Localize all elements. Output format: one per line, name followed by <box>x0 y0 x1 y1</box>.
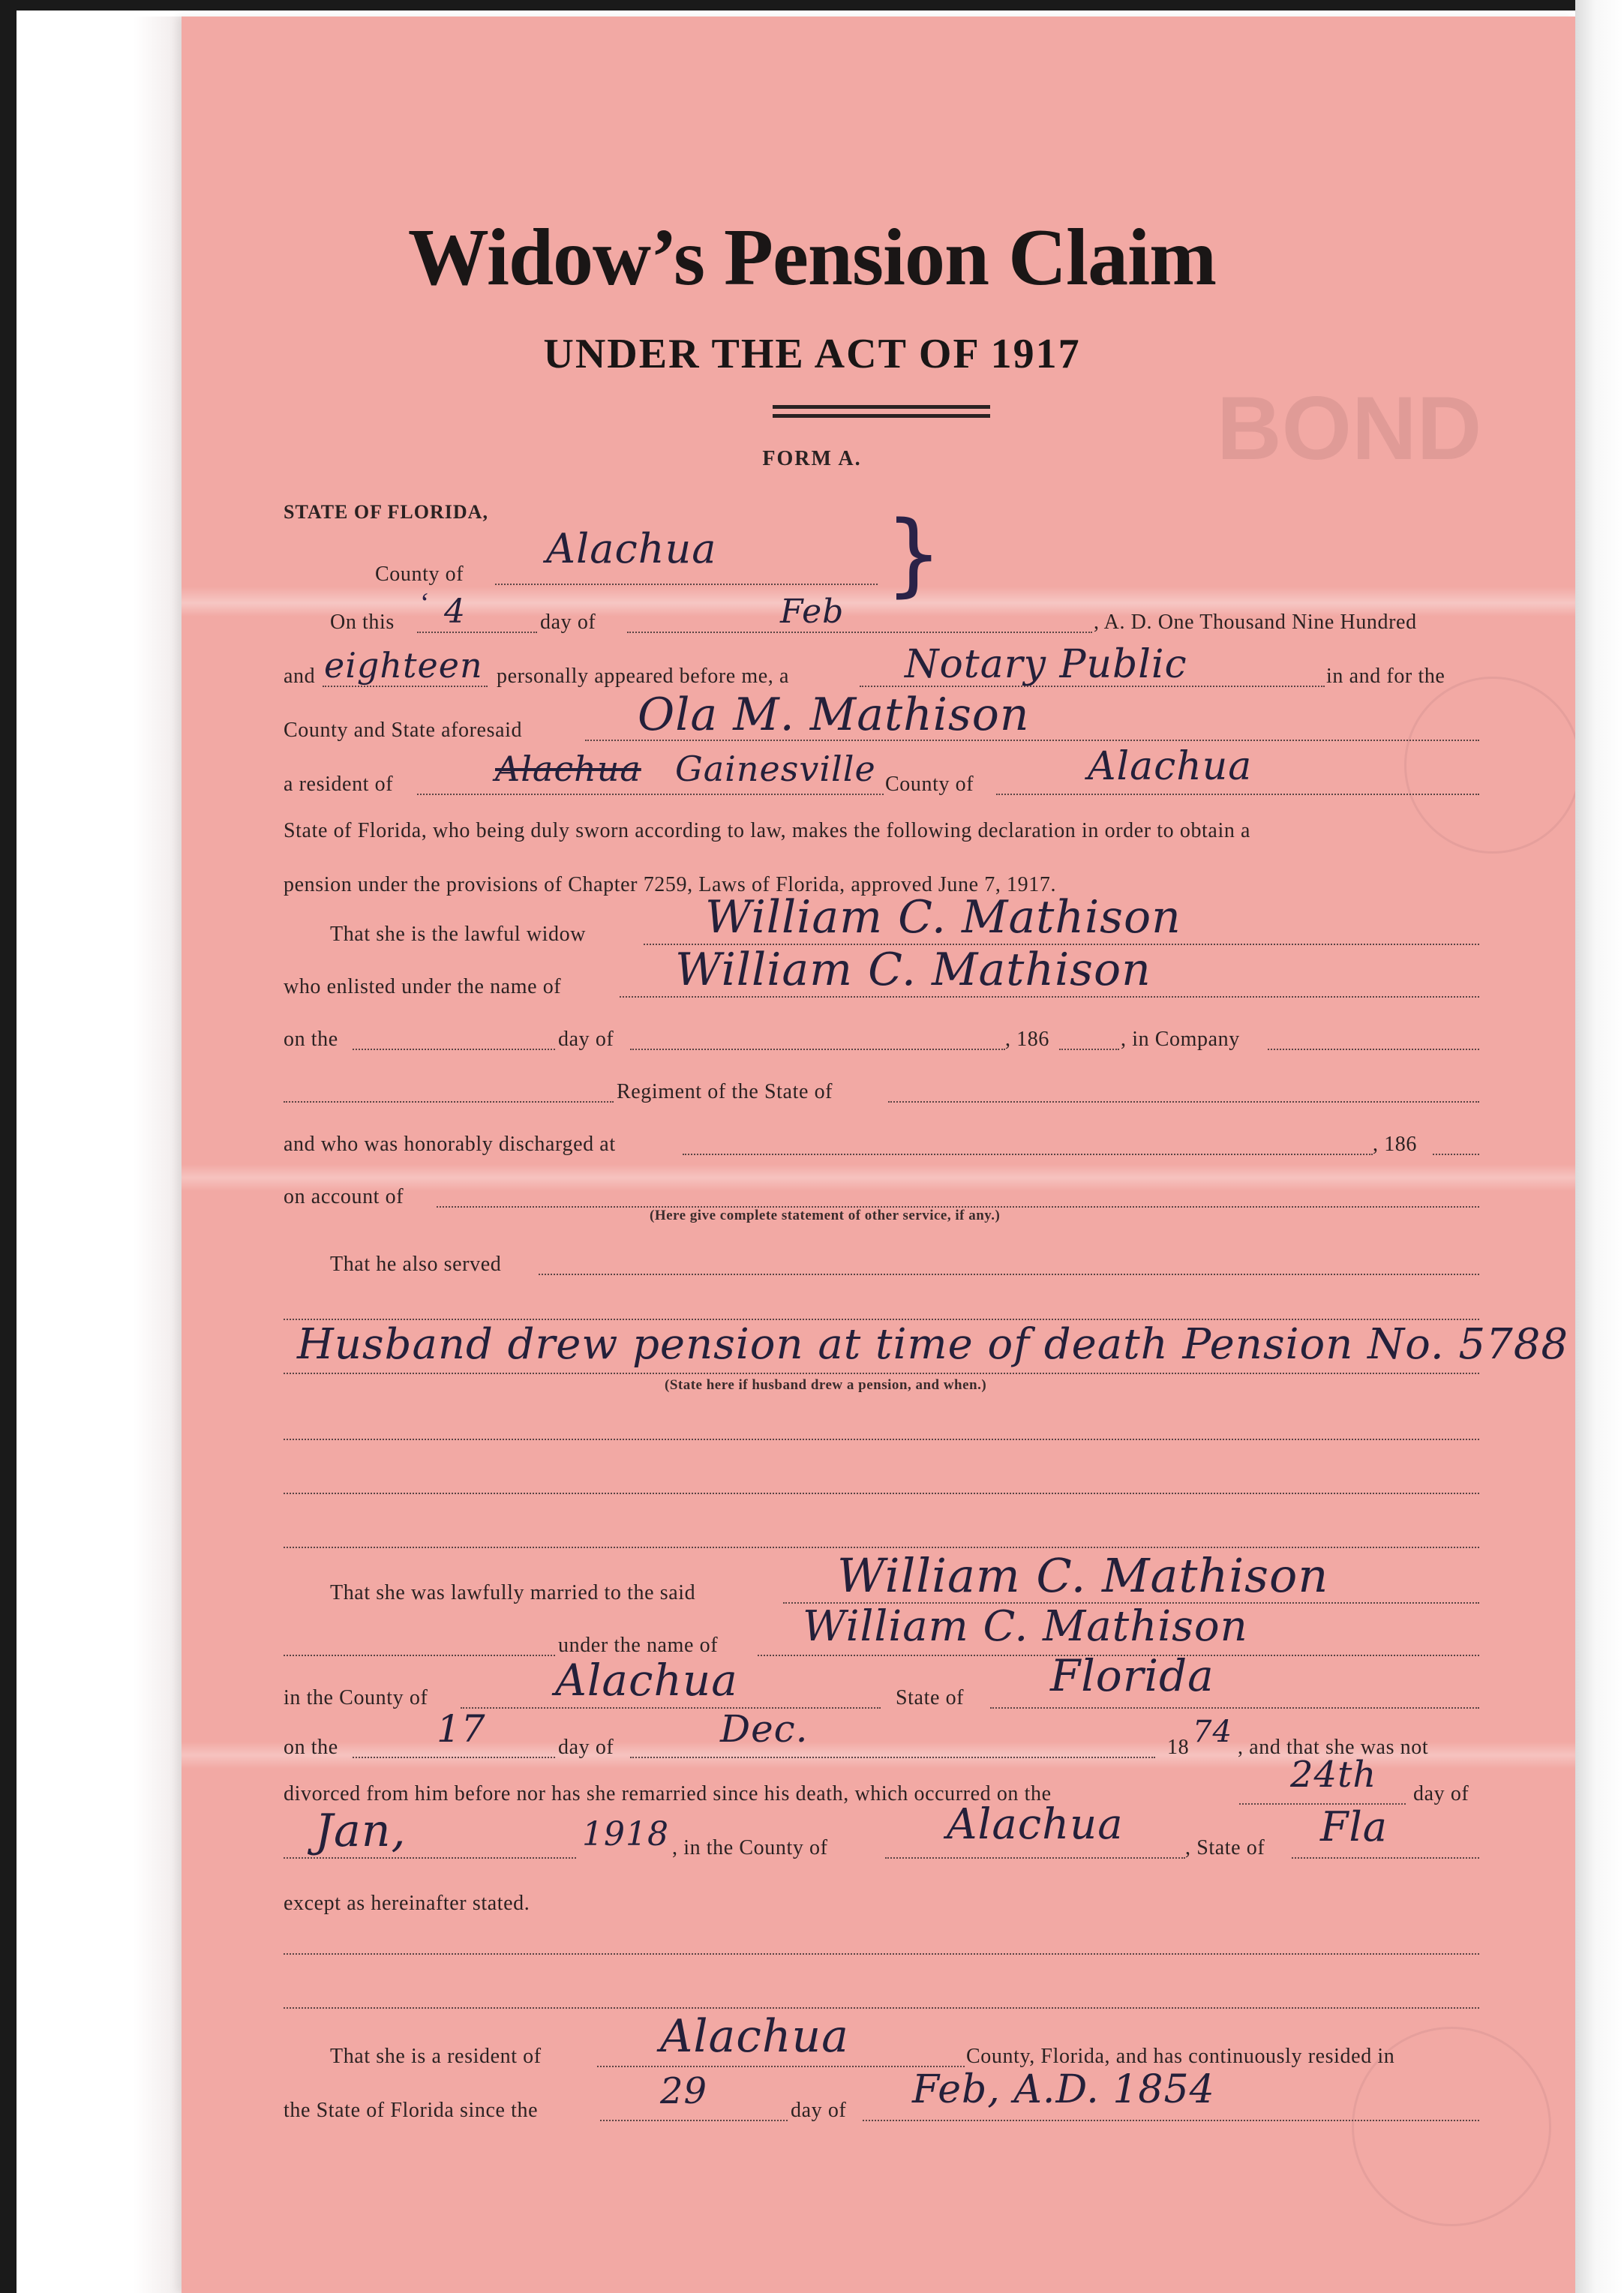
widow-label: That she is the lawful widow <box>330 923 587 946</box>
resided-label: County, Florida, and has continuously resided in <box>966 2045 1395 2068</box>
marriage-day-line <box>353 1757 555 1758</box>
marriage-month-line <box>630 1757 1155 1758</box>
day-line <box>417 632 537 633</box>
since-day-of-label: day of <box>791 2099 847 2122</box>
month-line <box>627 632 1092 633</box>
county-state-label: County and State aforesaid <box>284 719 523 742</box>
residence-county-line <box>597 2066 965 2067</box>
married-label: That she was lawfully married to the said <box>330 1581 696 1604</box>
also-served-label: That he also served <box>330 1253 502 1276</box>
resident-city: Gainesville <box>675 749 876 789</box>
marriage-day-of-label: day of <box>558 1736 614 1759</box>
since-value: Feb, A.D. 1854 <box>912 2067 1215 2112</box>
death-state-label: , State of <box>1185 1836 1265 1859</box>
regiment-line <box>284 1101 614 1103</box>
under-name-value: William C. Mathison <box>803 1602 1248 1651</box>
death-county-line <box>885 1857 1185 1859</box>
scan-border-top <box>0 0 1624 11</box>
death-state-line <box>1292 1857 1479 1859</box>
county-line <box>495 584 878 585</box>
death-day-of-label: day of <box>1413 1782 1469 1805</box>
state-label: STATE OF FLORIDA, <box>284 501 488 523</box>
married-name: William C. Mathison <box>837 1548 1329 1603</box>
marriage-on-the-label: on the <box>284 1736 338 1759</box>
oath-month: Feb <box>780 593 845 631</box>
marriage-state-label: State of <box>896 1686 965 1709</box>
death-year: 1918 <box>582 1815 669 1853</box>
residence-label: That she is a resident of <box>330 2045 542 2068</box>
officer-title: Notary Public <box>905 642 1187 687</box>
enlisted-label: who enlisted under the name of <box>284 975 562 998</box>
and-label: and <box>284 665 316 688</box>
bleed-through-mark: BOND <box>1217 378 1482 479</box>
discharged-line <box>683 1154 1373 1155</box>
oath-year-words: eighteen <box>324 645 483 686</box>
enlist-year-line <box>1059 1049 1119 1050</box>
pension-statement-line <box>284 1373 1479 1374</box>
enlist-month-line <box>630 1049 1005 1050</box>
document-subtitle: UNDER THE ACT OF 1917 <box>543 331 1081 377</box>
except-label: except as hereinafter stated. <box>284 1892 530 1915</box>
faint-seal-stamp <box>1404 677 1581 854</box>
enlisted-name: William C. Mathison <box>675 944 1151 996</box>
enlist-on-the-label: on the <box>284 1028 338 1051</box>
regiment-label: Regiment of the State of <box>617 1080 833 1103</box>
resident-label: a resident of <box>284 773 394 796</box>
residence-county: Alachua <box>660 2010 849 2063</box>
on-this-label: On this <box>330 611 395 634</box>
marriage-year-prefix: 18 <box>1167 1736 1190 1759</box>
discharged-year-label: , 186 <box>1373 1133 1417 1156</box>
form-label: FORM A. <box>762 447 862 470</box>
enlist-day-of-label: day of <box>558 1028 614 1051</box>
company-label: , in Company <box>1121 1028 1240 1051</box>
claimant-name: Ola M. Mathison <box>638 689 1030 741</box>
except-line-2 <box>284 2007 1479 2009</box>
death-month-line <box>284 1857 576 1859</box>
resident-county-line <box>996 794 1479 795</box>
death-line-label: divorced from him before nor has she remarried since his death, which occurred on the <box>284 1782 1052 1805</box>
other-service-note: (Here give complete statement of other service, if any.) <box>650 1208 1001 1223</box>
declaration-line-2: pension under the provisions of Chapter 7259, Laws of Florida, approved June 7, 1917. <box>284 873 1057 896</box>
marriage-state: Florida <box>1050 1650 1214 1701</box>
title-rule-top <box>773 405 990 409</box>
death-county: Alachua <box>947 1800 1124 1849</box>
discharged-year-line <box>1433 1154 1479 1155</box>
company-line <box>1268 1049 1479 1050</box>
appeared-label: personally appeared before me, a <box>497 665 790 688</box>
since-value-line <box>863 2120 1479 2121</box>
marriage-county-label: in the County of <box>284 1686 428 1709</box>
marriage-year-suffix: 74 <box>1193 1715 1232 1749</box>
county-of-label: County of <box>885 773 974 796</box>
resident-county: Alachua <box>1088 744 1253 789</box>
in-and-for-label: in and for the <box>1326 665 1445 688</box>
day-of-label: day of <box>540 611 596 634</box>
husband-name: William C. Mathison <box>705 891 1181 944</box>
resident-line <box>417 794 884 795</box>
oath-day: 4 <box>444 593 466 631</box>
county-value: Alachua <box>546 525 717 572</box>
county-label: County of <box>375 563 464 586</box>
resident-struck-value: Alachua <box>495 749 641 789</box>
pension-statement: Husband drew pension at time of death Pension No. 5788 <box>297 1320 1568 1369</box>
discharged-label: and who was honorably discharged at <box>284 1133 616 1156</box>
marriage-state-line <box>990 1707 1479 1709</box>
death-county-label: , in the County of <box>672 1836 828 1859</box>
ad-label: , A. D. One Thousand Nine Hundred <box>1094 611 1417 634</box>
enlisted-name-line <box>620 996 1479 998</box>
bracket-mark: } <box>885 503 943 607</box>
pension-note: (State here if husband drew a pension, and when.) <box>665 1377 987 1393</box>
death-day: 24th <box>1290 1754 1377 1796</box>
since-label: the State of Florida since the <box>284 2099 539 2122</box>
since-day-line <box>600 2120 788 2121</box>
enlist-day-line <box>353 1049 555 1050</box>
marriage-month: Dec. <box>720 1707 809 1751</box>
year-line <box>323 686 488 687</box>
title-rule-bottom <box>773 414 990 418</box>
blank-line-1 <box>284 1439 1479 1440</box>
marriage-county: Alachua <box>555 1655 738 1706</box>
account-label: on account of <box>284 1185 404 1208</box>
except-line-1 <box>284 1953 1479 1955</box>
under-name-label: under the name of <box>558 1634 719 1657</box>
also-served-line <box>539 1274 1479 1275</box>
enlist-year-label: , 186 <box>1005 1028 1049 1051</box>
marriage-county-line <box>461 1707 881 1709</box>
regiment-state-line <box>888 1101 1479 1103</box>
since-day: 29 <box>660 2070 708 2112</box>
marriage-day: 17 <box>437 1707 486 1751</box>
not-divorced-label: , and that she was not <box>1238 1736 1429 1759</box>
under-name-prefix-line <box>284 1655 555 1656</box>
blank-line-2 <box>284 1493 1479 1494</box>
ink-tick-mark: ‘ <box>419 587 428 619</box>
death-state: Fla <box>1320 1803 1388 1850</box>
death-month: Jan, <box>315 1805 407 1857</box>
declaration-line-1: State of Florida, who being duly sworn according to law, makes the following declaration in order to obtain a <box>284 819 1251 842</box>
document-title: Widow’s Pension Claim <box>407 213 1217 302</box>
